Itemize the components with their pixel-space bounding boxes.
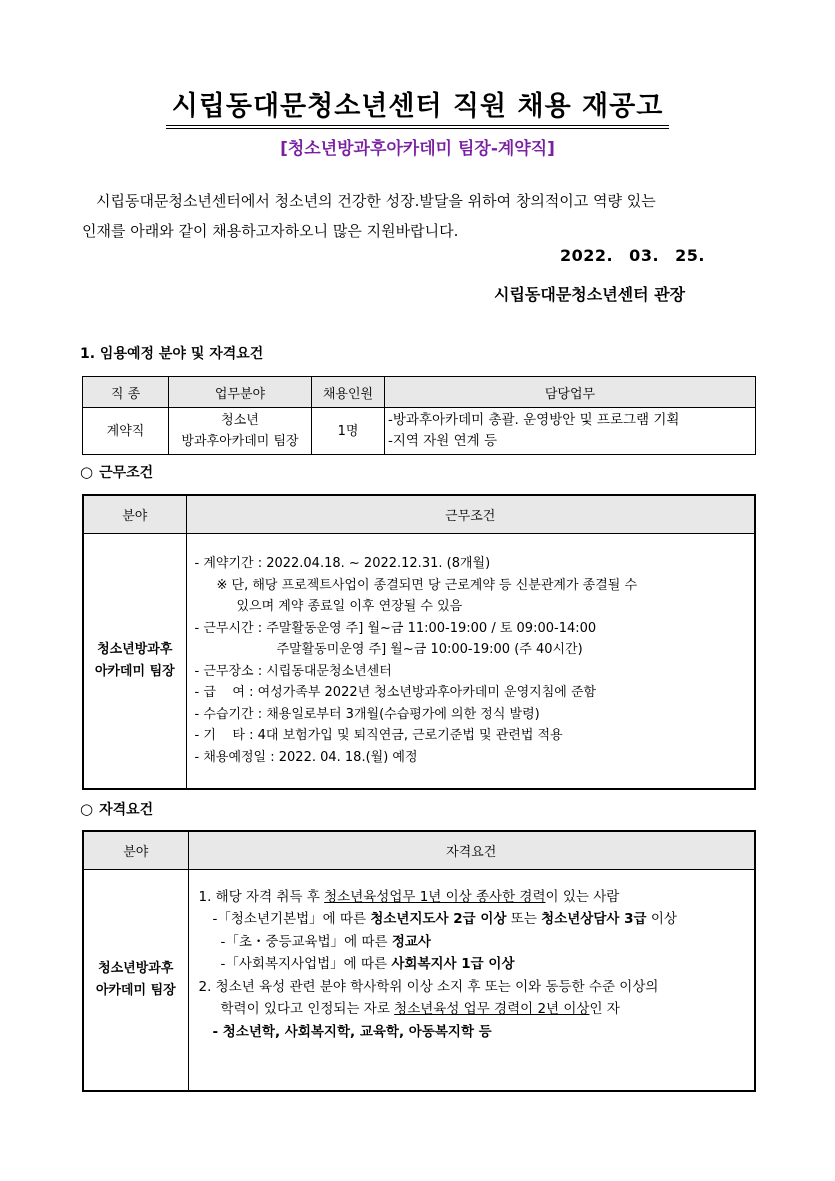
intro-line-1: 시립동대문청소년센터에서 청소년의 건강한 성장.발달을 위하여 창의적이고 역량 있는 <box>96 192 656 210</box>
headcount-cell: 1명 <box>312 408 385 455</box>
duties-cell <box>385 408 756 455</box>
duty-line-2: -지역 자원 연계 등 <box>388 433 498 449</box>
work-conditions-header <box>83 495 755 533</box>
table-row <box>83 869 755 1091</box>
work-field-name-line-2: 아카데미 팀장 <box>94 663 175 679</box>
header-conditions: 근무조건 <box>186 495 755 533</box>
header-job-type: 직 종 <box>83 377 169 408</box>
duty-line-1: -방과후아카데미 총괄. 운영방안 및 프로그램 기획 <box>388 412 680 428</box>
work-conditions-cell <box>186 533 755 789</box>
work-field-name-line-1: 청소년방과후 <box>97 641 173 657</box>
work-field-line-2: 방과후아카데미 팀장 <box>181 434 299 449</box>
youth-counselor-cert: 청소년상담사 3급 <box>541 911 647 927</box>
qual-line-7: - 청소년학, 사회복지학, 교육학, 아동복지학 등 <box>212 1023 492 1040</box>
title-wrap <box>0 84 835 129</box>
contract-note: ※ 단, 해당 프로젝트사업이 종결되면 당 근로계약 등 신분관계가 종결될 수 <box>216 577 638 593</box>
work-place: - 근무장소 : 시립동대문청소년센터 <box>194 663 392 679</box>
qual-line-6: 학력이 있다고 인정되는 자로 청소년육성 업무 경력이 2년 이상인 자 <box>220 1001 620 1017</box>
table-row <box>83 533 755 789</box>
required-career: 청소년육성 업무 경력이 2년 이상 <box>394 1001 590 1017</box>
circle-bullet-icon: ○ <box>80 800 94 818</box>
intro-line-2: 인재를 아래와 같이 채용하고자하오니 많은 지원바랍니다. <box>82 222 459 240</box>
job-type-cell: 계약직 <box>83 408 169 455</box>
intro-paragraph <box>82 186 752 246</box>
qualification-field-line-2: 아카데미 팀장 <box>95 982 176 998</box>
qualification-cell <box>188 869 755 1091</box>
page-title: 시립동대문청소년센터 직원 채용 재공고 <box>166 84 670 129</box>
qualification-header <box>83 831 755 869</box>
qualification-field-name <box>83 869 188 1091</box>
header-qualification: 자격요건 <box>188 831 755 869</box>
position-table-header <box>83 377 756 408</box>
qual-line-5: 2. 청소년 육성 관련 분야 학사학위 이상 소지 후 또는 이와 동등한 수준 이상의 <box>198 978 659 995</box>
header-work-field: 업무분야 <box>169 377 312 408</box>
page-subtitle: [청소년방과후아카데미 팀장-계약직] <box>280 139 555 159</box>
salary: - 급 여 : 여성가족부 2022년 청소년방과후아카데미 운영지침에 준함 <box>194 685 597 701</box>
organization-signature: 시립동대문청소년센터 관장 <box>494 285 686 304</box>
work-field-line-1: 청소년 <box>221 413 259 428</box>
position-table <box>82 376 756 455</box>
probation: - 수습기간 : 채용일로부터 3개월(수습평가에 의한 정식 발령) <box>194 706 540 722</box>
youth-instructor-cert: 청소년지도사 2급 이상 <box>370 911 507 927</box>
social-worker-cert: 사회복지사 1급 이상 <box>391 956 515 972</box>
teacher-cert: 정교사 <box>391 933 431 950</box>
header-field: 분야 <box>83 831 188 869</box>
header-duties: 담당업무 <box>385 377 756 408</box>
circle-bullet-icon: ○ <box>80 463 94 481</box>
work-hours: - 근무시간 : 주말활동운영 주] 월~금 11:00-19:00 / 토 09:00-14:00 <box>194 620 597 636</box>
required-experience: 청소년육성업무 1년 이상 종사한 경력 <box>324 888 546 905</box>
work-conditions-heading-text: 근무조건 <box>99 465 154 481</box>
work-conditions-heading <box>80 462 153 482</box>
qualification-table <box>82 830 756 1092</box>
table-row <box>83 408 756 455</box>
other-benefits: - 기 타 : 4대 보험가입 및 퇴직연금, 근로기준법 및 관련법 적용 <box>194 728 563 744</box>
work-field-name <box>83 533 186 789</box>
work-field-cell <box>169 408 312 455</box>
qual-line-1: 1. 해당 자격 취득 후 청소년육성업무 1년 이상 종사한 경력이 있는 사람 <box>198 888 620 905</box>
work-conditions-table <box>82 494 756 790</box>
qual-line-4: -「사회복지사업법」에 따른 사회복지사 1급 이상 <box>220 956 515 972</box>
qual-line-2: -「청소년기본법」에 따른 청소년지도사 2급 이상 또는 청소년상담사 3급 이상 <box>212 911 677 927</box>
announcement-date: 2022. 03. 25. <box>560 246 705 265</box>
contract-note-cont: 있으며 계약 종료일 이후 연장될 수 있음 <box>236 599 463 615</box>
work-hours-cont: 주말활동미운영 주] 월~금 10:00-19:00 (주 40시간) <box>276 642 583 658</box>
expected-hire-date: - 채용예정일 : 2022. 04. 18.(월) 예정 <box>194 749 418 765</box>
section-1-heading: 1. 임용예정 분야 및 자격요건 <box>80 346 264 362</box>
header-field: 분야 <box>83 495 186 533</box>
qual-line-3: -「초・중등교육법」에 따른 정교사 <box>220 933 431 950</box>
contract-period: - 계약기간 : 2022.04.18. ~ 2022.12.31. (8개월) <box>194 556 491 572</box>
header-headcount: 채용인원 <box>312 377 385 408</box>
qualification-heading-text: 자격요건 <box>99 802 154 818</box>
qualification-heading <box>80 799 153 819</box>
qualification-field-line-1: 청소년방과후 <box>98 960 174 976</box>
